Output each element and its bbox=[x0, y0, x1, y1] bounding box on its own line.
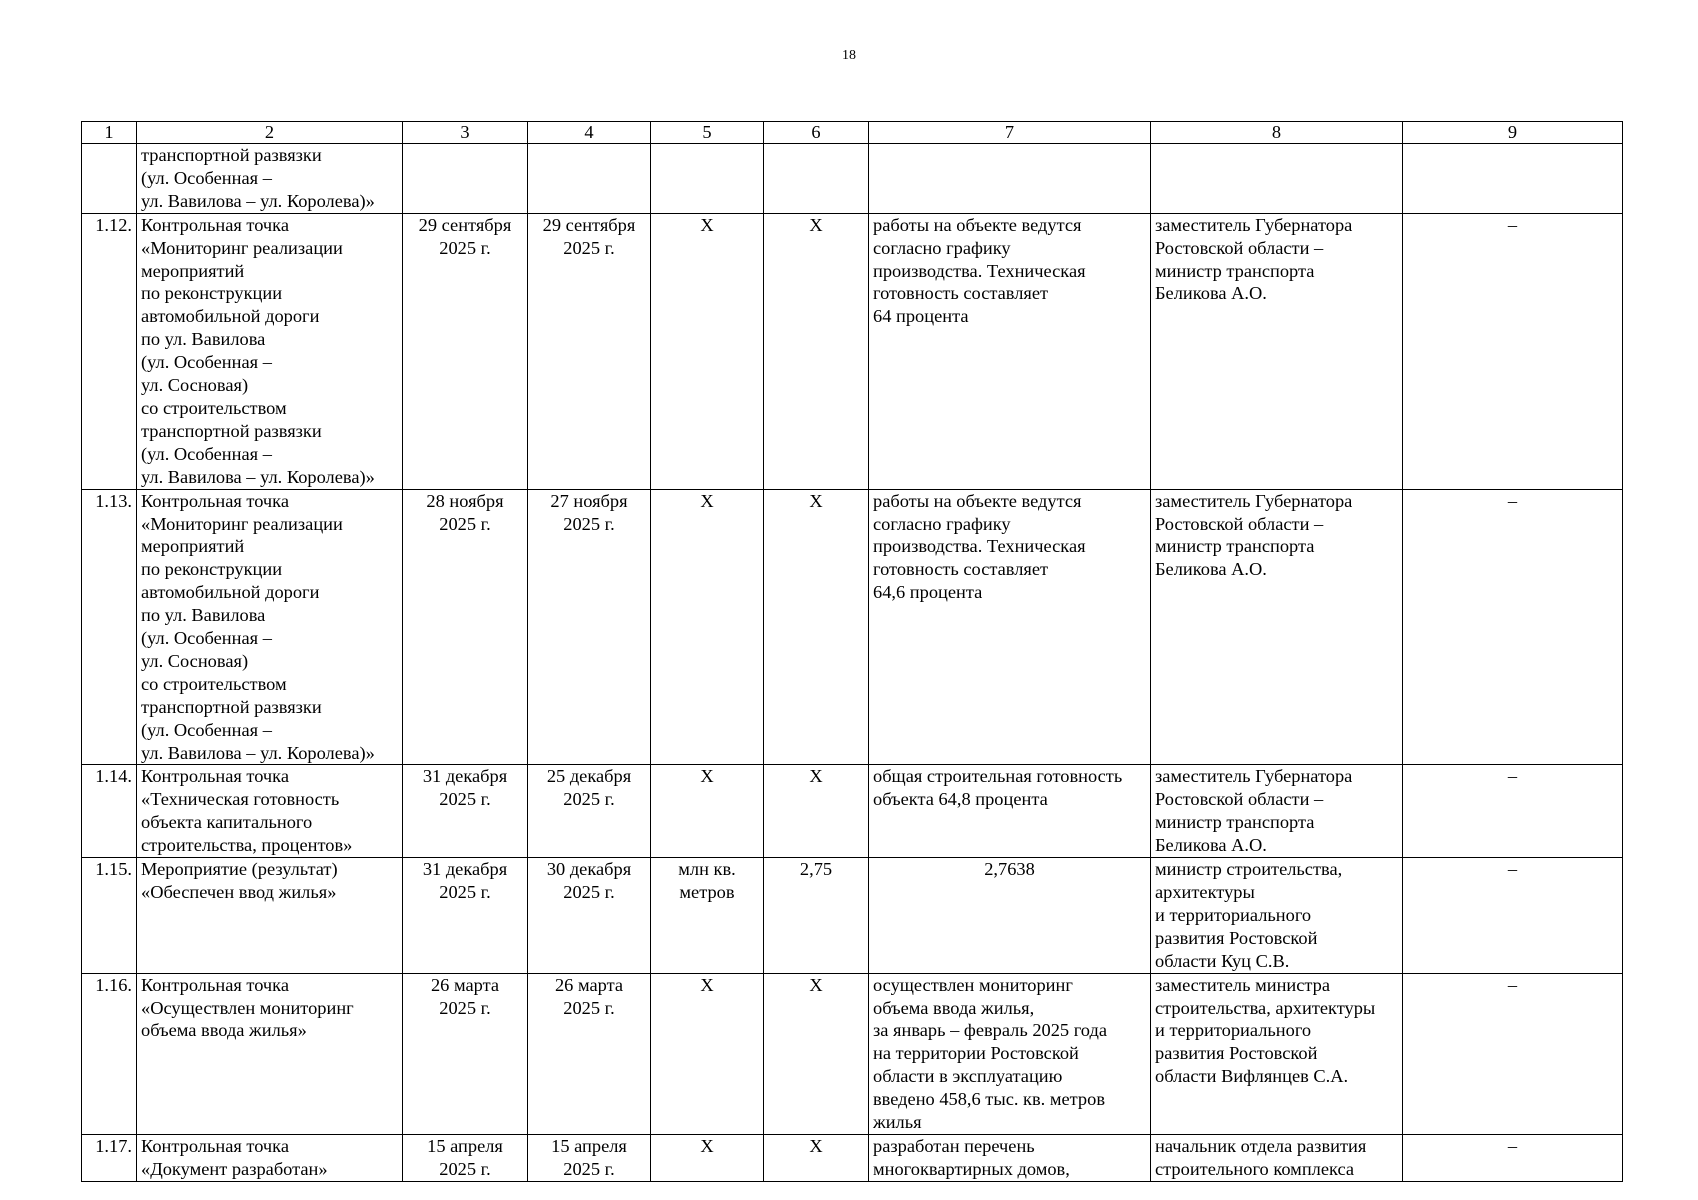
cell-line: и территориального bbox=[1155, 1020, 1312, 1041]
result-cell bbox=[869, 1134, 1151, 1181]
cell-line: 2025 г. bbox=[439, 1158, 491, 1179]
item-number-cell bbox=[82, 144, 137, 214]
cell-line: заместитель Губернатора bbox=[1155, 766, 1353, 787]
cell-line: 28 ноября bbox=[426, 490, 504, 511]
responsible-cell bbox=[1151, 144, 1403, 214]
planned-value-cell: X bbox=[764, 213, 869, 489]
responsible-cell bbox=[1151, 1134, 1403, 1181]
column-number: 7 bbox=[869, 122, 1151, 144]
cell-line: млн кв. bbox=[678, 859, 736, 880]
column-number: 8 bbox=[1151, 122, 1403, 144]
responsible-cell bbox=[1151, 765, 1403, 858]
control-points-table bbox=[81, 121, 1623, 1182]
table-row bbox=[82, 765, 1623, 858]
table-row bbox=[82, 1134, 1623, 1181]
item-name-cell bbox=[137, 765, 403, 858]
unit-cell bbox=[651, 858, 764, 974]
planned-date-cell bbox=[403, 858, 528, 974]
cell-line: строительства, процентов» bbox=[141, 835, 353, 856]
table-row bbox=[82, 973, 1623, 1134]
cell-line: Беликова А.О. bbox=[1155, 559, 1267, 580]
cell-line: готовность составляет bbox=[873, 559, 1049, 580]
item-name-cell bbox=[137, 1134, 403, 1181]
cell-line: на территории Ростовской bbox=[873, 1043, 1079, 1064]
cell-line: министр строительства, bbox=[1155, 859, 1343, 880]
planned-date-cell bbox=[403, 765, 528, 858]
cell-line: по ул. Вавилова bbox=[141, 329, 266, 350]
column-number: 2 bbox=[137, 122, 403, 144]
cell-line: производства. Техническая bbox=[873, 260, 1086, 281]
cell-line: (ул. Особенная – bbox=[141, 352, 272, 373]
note-cell: – bbox=[1403, 765, 1623, 858]
planned-value-cell: X bbox=[764, 1134, 869, 1181]
column-number: 3 bbox=[403, 122, 528, 144]
cell-line: развития Ростовской bbox=[1155, 1043, 1318, 1064]
cell-line: 2025 г. bbox=[439, 237, 491, 258]
cell-line: осуществлен мониторинг bbox=[873, 974, 1073, 995]
cell-line: Ростовской области – bbox=[1155, 237, 1324, 258]
cell-line: (ул. Особенная – bbox=[141, 443, 272, 464]
cell-line: Контрольная точка bbox=[141, 766, 290, 787]
planned-value-cell bbox=[764, 144, 869, 214]
column-number-row bbox=[82, 122, 1623, 144]
unit-cell: X bbox=[651, 1134, 764, 1181]
unit-cell: X bbox=[651, 489, 764, 765]
result-cell bbox=[869, 765, 1151, 858]
cell-line: министр транспорта bbox=[1155, 812, 1315, 833]
cell-line: министр транспорта bbox=[1155, 260, 1315, 281]
cell-line: области Куц С.В. bbox=[1155, 950, 1290, 971]
cell-line: (ул. Особенная – bbox=[141, 167, 272, 188]
actual-date-cell bbox=[528, 973, 651, 1134]
planned-date-cell bbox=[403, 973, 528, 1134]
result-cell bbox=[869, 489, 1151, 765]
cell-line: заместитель Губернатора bbox=[1155, 214, 1353, 235]
note-cell bbox=[1403, 144, 1623, 214]
table-row bbox=[82, 489, 1623, 765]
note-cell: – bbox=[1403, 213, 1623, 489]
item-name-cell bbox=[137, 858, 403, 974]
cell-line: начальник отдела развития bbox=[1155, 1135, 1367, 1156]
cell-line: 64 процента bbox=[873, 306, 969, 327]
column-number: 4 bbox=[528, 122, 651, 144]
cell-line: по ул. Вавилова bbox=[141, 605, 266, 626]
cell-line: со строительством bbox=[141, 673, 287, 694]
note-cell: – bbox=[1403, 973, 1623, 1134]
unit-cell: X bbox=[651, 973, 764, 1134]
cell-line: «Обеспечен ввод жилья» bbox=[141, 882, 337, 902]
cell-line: Мероприятие (результат) bbox=[141, 859, 338, 880]
cell-line: общая строительная готовность bbox=[873, 766, 1123, 787]
cell-line: за январь – февраль 2025 года bbox=[873, 1020, 1107, 1041]
column-number: 1 bbox=[82, 122, 137, 144]
planned-value-cell: X bbox=[764, 765, 869, 858]
cell-line: области Вифлянцев С.А. bbox=[1155, 1066, 1349, 1087]
cell-line: 31 декабря bbox=[422, 859, 508, 880]
cell-line: мероприятий bbox=[141, 260, 245, 281]
cell-line: «Мониторинг реализации bbox=[141, 237, 343, 258]
actual-date-cell bbox=[528, 144, 651, 214]
cell-line: 31 декабря bbox=[422, 766, 508, 787]
cell-line: строительства, архитектуры bbox=[1155, 997, 1376, 1018]
cell-line: 2025 г. bbox=[563, 882, 615, 902]
planned-date-cell bbox=[403, 144, 528, 214]
cell-line: 2025 г. bbox=[439, 789, 491, 810]
cell-line: со строительством bbox=[141, 397, 287, 418]
cell-line: 64,6 процента bbox=[873, 582, 983, 603]
unit-cell: X bbox=[651, 213, 764, 489]
cell-line: ул. Сосновая) bbox=[141, 650, 249, 671]
item-number-cell: 1.12. bbox=[82, 213, 137, 489]
cell-line: Контрольная точка bbox=[141, 214, 290, 235]
cell-line: 29 сентября bbox=[418, 214, 512, 235]
cell-line: 30 декабря bbox=[546, 859, 632, 880]
actual-date-cell bbox=[528, 858, 651, 974]
cell-line: объекта 64,8 процента bbox=[873, 789, 1048, 810]
cell-line: транспортной развязки bbox=[141, 145, 322, 165]
cell-line: 15 апреля bbox=[427, 1135, 503, 1156]
note-cell: – bbox=[1403, 489, 1623, 765]
cell-line: строительного комплекса bbox=[1155, 1158, 1355, 1179]
actual-date-cell bbox=[528, 1134, 651, 1181]
cell-line: 25 декабря bbox=[546, 766, 632, 787]
planned-date-cell bbox=[403, 1134, 528, 1181]
result-cell bbox=[869, 213, 1151, 489]
unit-cell: X bbox=[651, 765, 764, 858]
item-name-cell bbox=[137, 213, 403, 489]
planned-value-cell: X bbox=[764, 489, 869, 765]
table-row bbox=[82, 144, 1623, 214]
cell-line: области в эксплуатацию bbox=[873, 1066, 1063, 1087]
result-cell bbox=[869, 144, 1151, 214]
responsible-cell bbox=[1151, 489, 1403, 765]
cell-line: 2025 г. bbox=[439, 513, 491, 534]
cell-line: автомобильной дороги bbox=[141, 582, 320, 603]
responsible-cell bbox=[1151, 213, 1403, 489]
cell-line: по реконструкции bbox=[141, 283, 283, 304]
cell-line: Контрольная точка bbox=[141, 490, 290, 511]
cell-line: введено 458,6 тыс. кв. метров bbox=[873, 1089, 1106, 1110]
actual-date-cell bbox=[528, 213, 651, 489]
cell-line: 2025 г. bbox=[563, 237, 615, 258]
responsible-cell bbox=[1151, 973, 1403, 1134]
page-number: 18 bbox=[842, 48, 856, 63]
note-cell: – bbox=[1403, 1134, 1623, 1181]
cell-line: производства. Техническая bbox=[873, 536, 1086, 557]
item-number-cell: 1.13. bbox=[82, 489, 137, 765]
cell-line: разработан перечень bbox=[873, 1135, 1035, 1156]
cell-line: объема ввода жилья» bbox=[141, 1020, 307, 1041]
cell-line: архитектуры bbox=[1155, 882, 1255, 902]
cell-line: Ростовской области – bbox=[1155, 513, 1324, 534]
column-number: 5 bbox=[651, 122, 764, 144]
cell-line: метров bbox=[679, 882, 735, 902]
table-row bbox=[82, 858, 1623, 974]
cell-line: (ул. Особенная – bbox=[141, 628, 272, 649]
cell-line: ул. Вавилова – ул. Королева)» bbox=[141, 190, 375, 211]
actual-date-cell bbox=[528, 489, 651, 765]
planned-date-cell bbox=[403, 489, 528, 765]
cell-line: работы на объекте ведутся bbox=[873, 490, 1082, 511]
unit-cell bbox=[651, 144, 764, 214]
cell-line: заместитель министра bbox=[1155, 974, 1331, 995]
cell-line: ул. Сосновая) bbox=[141, 375, 249, 396]
cell-line: транспортной развязки bbox=[141, 696, 322, 717]
item-number-cell: 1.14. bbox=[82, 765, 137, 858]
cell-line: и территориального bbox=[1155, 904, 1312, 925]
result-cell bbox=[869, 858, 1151, 974]
cell-line: 2025 г. bbox=[563, 1158, 615, 1179]
cell-line: работы на объекте ведутся bbox=[873, 214, 1082, 235]
cell-line: Беликова А.О. bbox=[1155, 283, 1267, 304]
result-cell bbox=[869, 973, 1151, 1134]
cell-line: автомобильной дороги bbox=[141, 306, 320, 327]
cell-line: 26 марта bbox=[430, 974, 500, 995]
cell-line: «Техническая готовность bbox=[141, 789, 340, 810]
cell-line: 2025 г. bbox=[563, 997, 615, 1018]
responsible-cell bbox=[1151, 858, 1403, 974]
note-cell: – bbox=[1403, 858, 1623, 974]
actual-date-cell bbox=[528, 765, 651, 858]
cell-line: Ростовской области – bbox=[1155, 789, 1324, 810]
cell-line: готовность составляет bbox=[873, 283, 1049, 304]
cell-line: ул. Вавилова – ул. Королева)» bbox=[141, 466, 375, 487]
cell-line: Беликова А.О. bbox=[1155, 835, 1267, 856]
cell-line: 2025 г. bbox=[439, 997, 491, 1018]
cell-line: согласно графику bbox=[873, 237, 1011, 258]
item-name-cell bbox=[137, 973, 403, 1134]
cell-line: объекта капитального bbox=[141, 812, 313, 833]
cell-line: (ул. Особенная – bbox=[141, 719, 272, 740]
cell-line: 2025 г. bbox=[563, 789, 615, 810]
cell-line: Контрольная точка bbox=[141, 974, 290, 995]
cell-line: 29 сентября bbox=[542, 214, 636, 235]
cell-line: 26 марта bbox=[554, 974, 624, 995]
cell-line: «Осуществлен мониторинг bbox=[141, 997, 354, 1018]
item-name-cell bbox=[137, 144, 403, 214]
cell-line: жилья bbox=[873, 1112, 922, 1133]
cell-line: 2025 г. bbox=[563, 513, 615, 534]
table-row bbox=[82, 213, 1623, 489]
cell-line: транспортной развязки bbox=[141, 420, 322, 441]
cell-line: мероприятий bbox=[141, 536, 245, 557]
cell-line: 2025 г. bbox=[439, 882, 491, 902]
cell-line: 27 ноября bbox=[550, 490, 628, 511]
cell-line: министр транспорта bbox=[1155, 536, 1315, 557]
item-number-cell: 1.17. bbox=[82, 1134, 137, 1181]
item-number-cell: 1.15. bbox=[82, 858, 137, 974]
item-number-cell: 1.16. bbox=[82, 973, 137, 1134]
cell-line: согласно графику bbox=[873, 513, 1011, 534]
cell-line: многоквартирных домов, bbox=[873, 1158, 1070, 1179]
planned-value-cell: 2,75 bbox=[764, 858, 869, 974]
cell-line: Контрольная точка bbox=[141, 1135, 290, 1156]
cell-line: 2,7638 bbox=[984, 859, 1035, 880]
cell-line: «Документ разработан» bbox=[141, 1158, 328, 1179]
cell-line: 15 апреля bbox=[551, 1135, 627, 1156]
cell-line: по реконструкции bbox=[141, 559, 283, 580]
cell-line: «Мониторинг реализации bbox=[141, 513, 343, 534]
cell-line: ул. Вавилова – ул. Королева)» bbox=[141, 742, 375, 763]
column-number: 9 bbox=[1403, 122, 1623, 144]
column-number: 6 bbox=[764, 122, 869, 144]
cell-line: развития Ростовской bbox=[1155, 927, 1318, 948]
planned-value-cell: X bbox=[764, 973, 869, 1134]
cell-line: заместитель Губернатора bbox=[1155, 490, 1353, 511]
cell-line: объема ввода жилья, bbox=[873, 997, 1035, 1018]
planned-date-cell bbox=[403, 213, 528, 489]
item-name-cell bbox=[137, 489, 403, 765]
